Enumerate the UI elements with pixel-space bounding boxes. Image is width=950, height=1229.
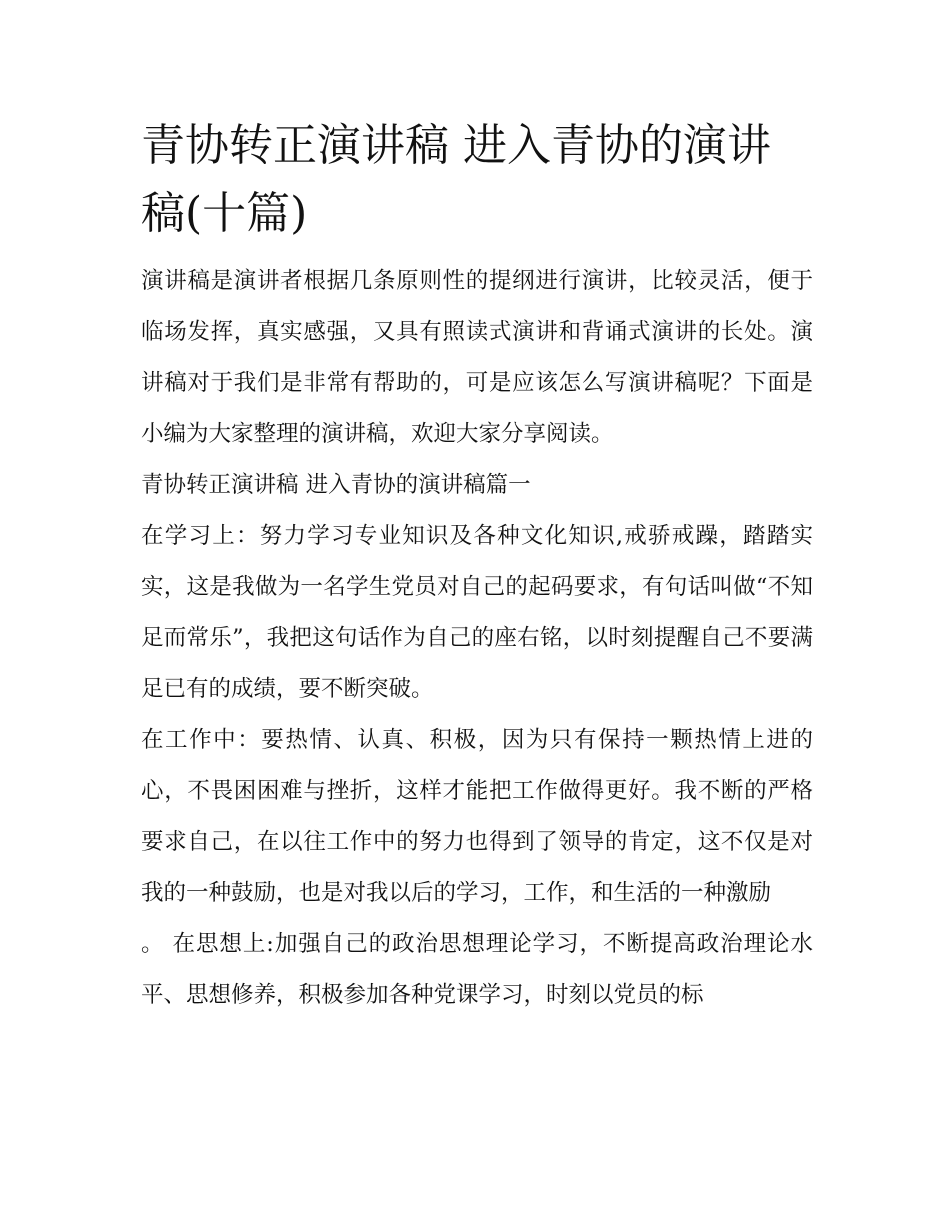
study-paragraph: 在学习上：努力学习专业知识及各种文化知识,戒骄戒躁，踏踏实实，这是我做为一名学生党员对自己的起码要求，有句话叫做“不知足而常乐”，我把这句话作为自己的座右铭，以时刻提醒自己不要满足已有的成绩，要不断突破。 (141, 523, 813, 702)
work-paragraph: 在工作中：要热情、认真、积极，因为只有保持一颗热情上进的心，不畏困困难与挫折，这样才能把工作做得更好。我不断的严格要求自己，在以往工作中的努力也得到了领导的肯定，这不仅是对我的一种鼓励，也是对我以后的学习，工作，和生活的一种激励 (141, 727, 813, 906)
section-heading: 青协转正演讲稿 进入青协的演讲稿篇一 (141, 472, 531, 498)
thought-paragraph: 。 在思想上:加强自己的政治思想理论学习，不断提高政治理论水平、思想修养，积极参加各种党课学习，时刻以党员的标 (141, 931, 813, 1008)
document-body (141, 112, 813, 1021)
intro-paragraph: 演讲稿是演讲者根据几条原则性的提纲进行演讲，比较灵活，便于临场发挥，真实感强，又具有照读式演讲和背诵式演讲的长处。演讲稿对于我们是非常有帮助的，可是应该怎么写演讲稿呢？下面是小编为大家整理的演讲稿，欢迎大家分享阅读。 (141, 268, 813, 447)
document-title: 青协转正演讲稿 进入青协的演讲稿(十篇) (141, 120, 771, 239)
